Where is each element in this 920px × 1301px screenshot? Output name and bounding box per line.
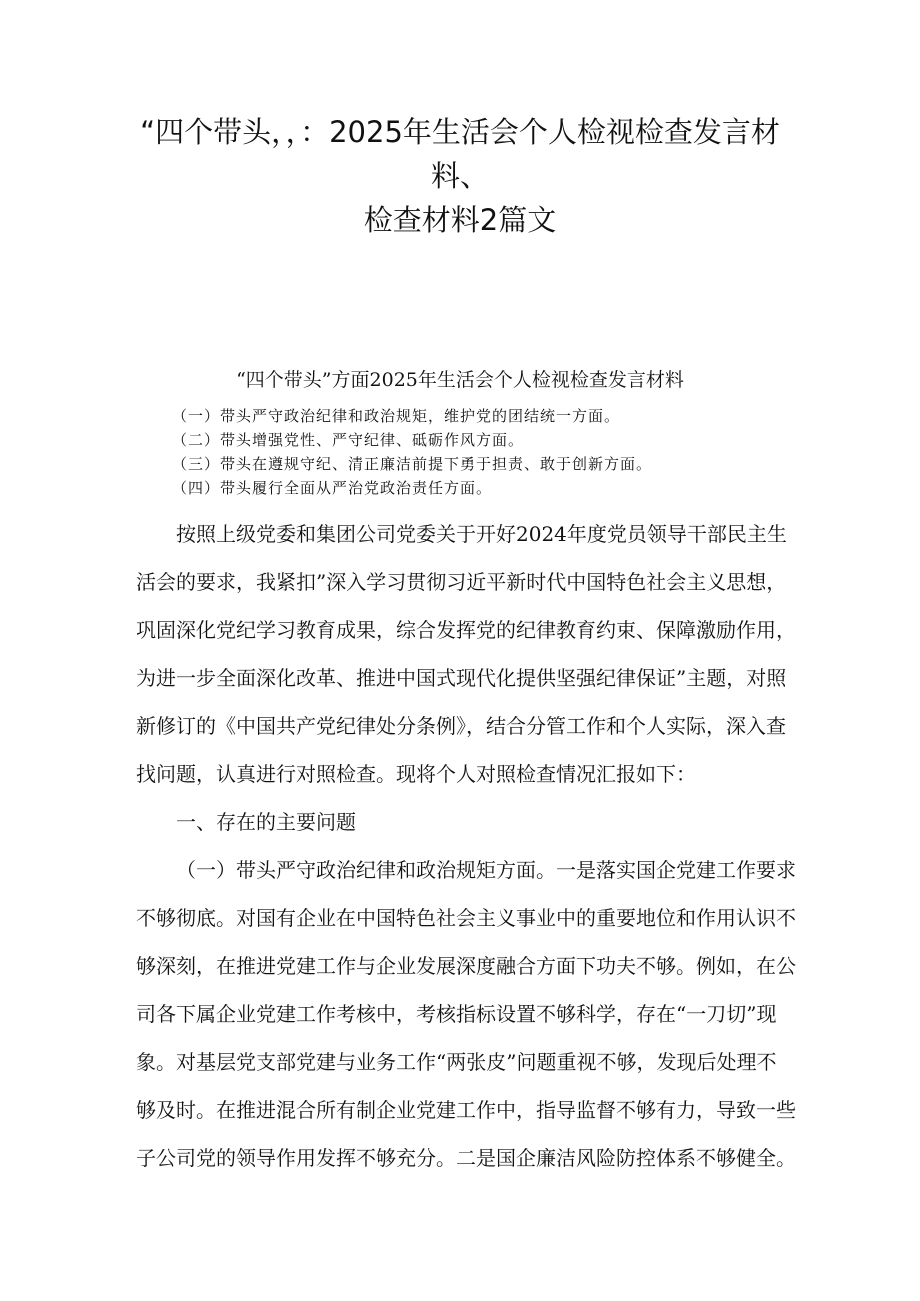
- paragraph-line: 够及时。在推进混合所有制企业党建工作中，指导监督不够有力，导致一些: [136, 1098, 796, 1122]
- title-line: “四个带头，，：2025年生活会个人检视检查发言材: [140, 115, 780, 149]
- section-heading-text: 一、存在的主要问题: [176, 810, 356, 834]
- paragraph-line: 巩固深化党纪学习教育成果，综合发挥党的纪律教育约束、保障激励作用，: [136, 618, 796, 642]
- paragraph-line: 象。对基层党支部党建与业务工作“两张皮”问题重视不够，发现后处理不: [136, 1050, 777, 1074]
- paragraph-line: 新修订的《中国共产党纪律处分条例》，结合分管工作和个人实际，深入查: [136, 714, 786, 738]
- paragraph-line: 找问题，认真进行对照检查。现将个人对照检查情况汇报如下：: [136, 762, 696, 786]
- paragraph-line: 子公司党的领导作用发挥不够充分。二是国企廉洁风险防控体系不够健全。: [136, 1146, 796, 1170]
- paragraph-line: 司各下属企业党建工作考核中，考核指标设置不够科学，存在“一刀切”现: [136, 1002, 777, 1026]
- section-heading: [136, 798, 796, 846]
- intro-paragraph: [136, 510, 796, 798]
- paragraph-line: 为进一步全面深化改革、推进中国式现代化提供坚强纪律保证”主题，对照: [136, 666, 787, 690]
- outline-item: （二）带头增强党性、严守纪律、砥砺作风方面。: [172, 431, 525, 449]
- title-line: 料、: [430, 159, 489, 193]
- document-title: [120, 110, 800, 242]
- title-line: 检查材料2篇文: [363, 203, 557, 237]
- issue-paragraph: [136, 846, 796, 1182]
- document-subtitle: “四个带头”方面2025年生活会个人检视检查发言材料: [236, 369, 684, 391]
- paragraph-line: 活会的要求，我紧扣”深入学习贯彻习近平新时代中国特色社会主义思想，: [136, 570, 787, 594]
- outline-item: （一）带头严守政治纪律和政治规矩，维护党的团结统一方面。: [172, 407, 621, 425]
- outline-item: （三）带头在遵规守纪、清正廉洁前提下勇于担责、敢于创新方面。: [172, 455, 653, 473]
- outline-list: [172, 404, 792, 500]
- paragraph-line: （一）带头严守政治纪律和政治规矩方面。一是落实国企党建工作要求: [176, 858, 796, 882]
- outline-item: （四）带头履行全面从严治党政治责任方面。: [172, 479, 493, 497]
- paragraph-line: 不够彻底。对国有企业在中国特色社会主义事业中的重要地位和作用认识不: [136, 906, 796, 930]
- paragraph-line: 够深刻，在推进党建工作与企业发展深度融合方面下功夫不够。例如，在公: [136, 954, 796, 978]
- paragraph-line: 按照上级党委和集团公司党委关于开好2024年度党员领导干部民主生: [176, 522, 787, 546]
